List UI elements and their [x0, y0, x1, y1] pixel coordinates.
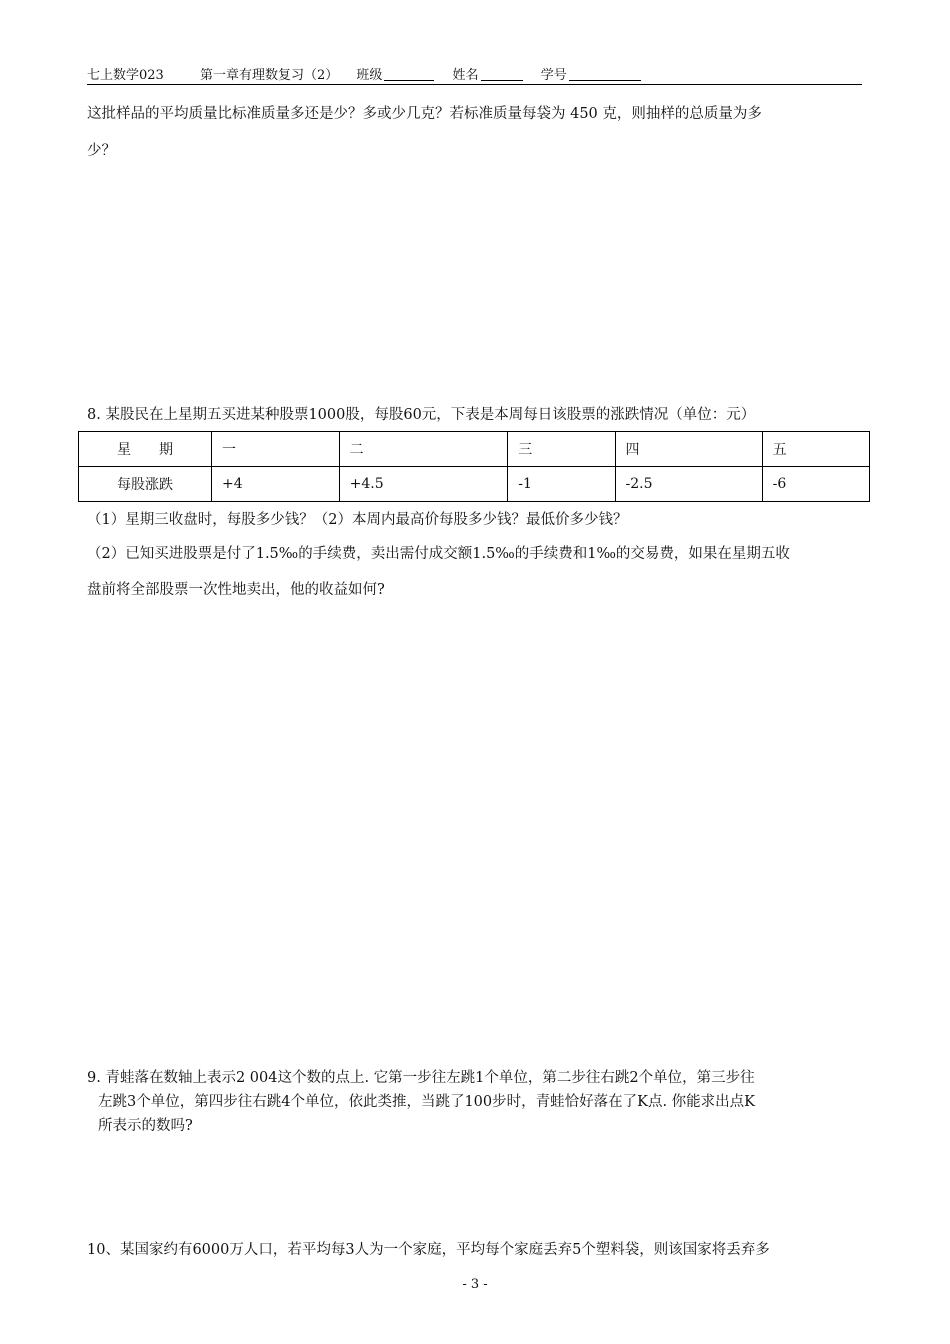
table-cell: -2.5	[615, 467, 762, 502]
q8-stem: 8. 某股民在上星期五买进某种股票1000股，每股60元，下表是本周每日该股票的涨跌情况（单位：元）	[87, 407, 756, 423]
q8-part2-line2: 盘前将全部股票一次性地卖出，他的收益如何?	[87, 582, 385, 598]
chapter-title: 第一章有理数复习（2）	[199, 68, 339, 83]
course-code: 七上数学023	[87, 68, 164, 83]
q8-part1: （1）星期三收盘时，每股多少钱？（2）本周内最高价每股多少钱？最低价多少钱？	[87, 512, 628, 528]
table-cell: 星 期	[79, 432, 212, 467]
id-blank	[569, 67, 641, 81]
table-cell: 五	[762, 432, 869, 467]
table-row	[79, 467, 870, 502]
class-field: 班级	[356, 64, 434, 83]
q7-text-line1: 这批样品的平均质量比标准质量多还是少？多或少几克？若标准质量每袋为 450 克，则抽样的总质量为多	[87, 106, 762, 122]
table-cell: -6	[762, 467, 869, 502]
q8-part2-line1: （2）已知买进股票是付了1.5‰的手续费，卖出需付成交额1.5‰的手续费和1‰的交易费，如果在星期五收	[87, 546, 790, 562]
table-cell: +4	[212, 467, 340, 502]
table-header-row	[79, 432, 870, 467]
table-cell: 四	[615, 432, 762, 467]
name-blank	[481, 67, 523, 81]
table-cell: 二	[339, 432, 508, 467]
stock-change-table	[78, 431, 870, 502]
table-cell: 每股涨跌	[79, 467, 212, 502]
q9-line1: 9. 青蛙落在数轴上表示2 004这个数的点上. 它第一步往左跳1个单位，第二步往右跳2个单位，第三步往	[87, 1070, 755, 1086]
q10-line1: 10、某国家约有6000万人口，若平均每3人为一个家庭，平均每个家庭丢弃5个塑料袋，则该国家将丢弃多	[87, 1242, 770, 1258]
class-blank	[384, 67, 434, 81]
table-cell: +4.5	[339, 467, 508, 502]
table-cell: 三	[508, 432, 615, 467]
page-number: - 3 -	[462, 1277, 488, 1292]
q9-line3: 所表示的数吗?	[98, 1118, 193, 1134]
q7-text-line2: 少？	[87, 143, 116, 159]
page-header	[87, 64, 862, 85]
table-cell: -1	[508, 467, 615, 502]
q9-line2: 左跳3个单位，第四步往右跳4个单位，依此类推，当跳了100步时，青蛙恰好落在了K点. 你能求出点K	[98, 1094, 756, 1110]
table-cell: 一	[212, 432, 340, 467]
id-field: 学号	[541, 64, 641, 83]
name-field: 姓名	[453, 64, 523, 83]
